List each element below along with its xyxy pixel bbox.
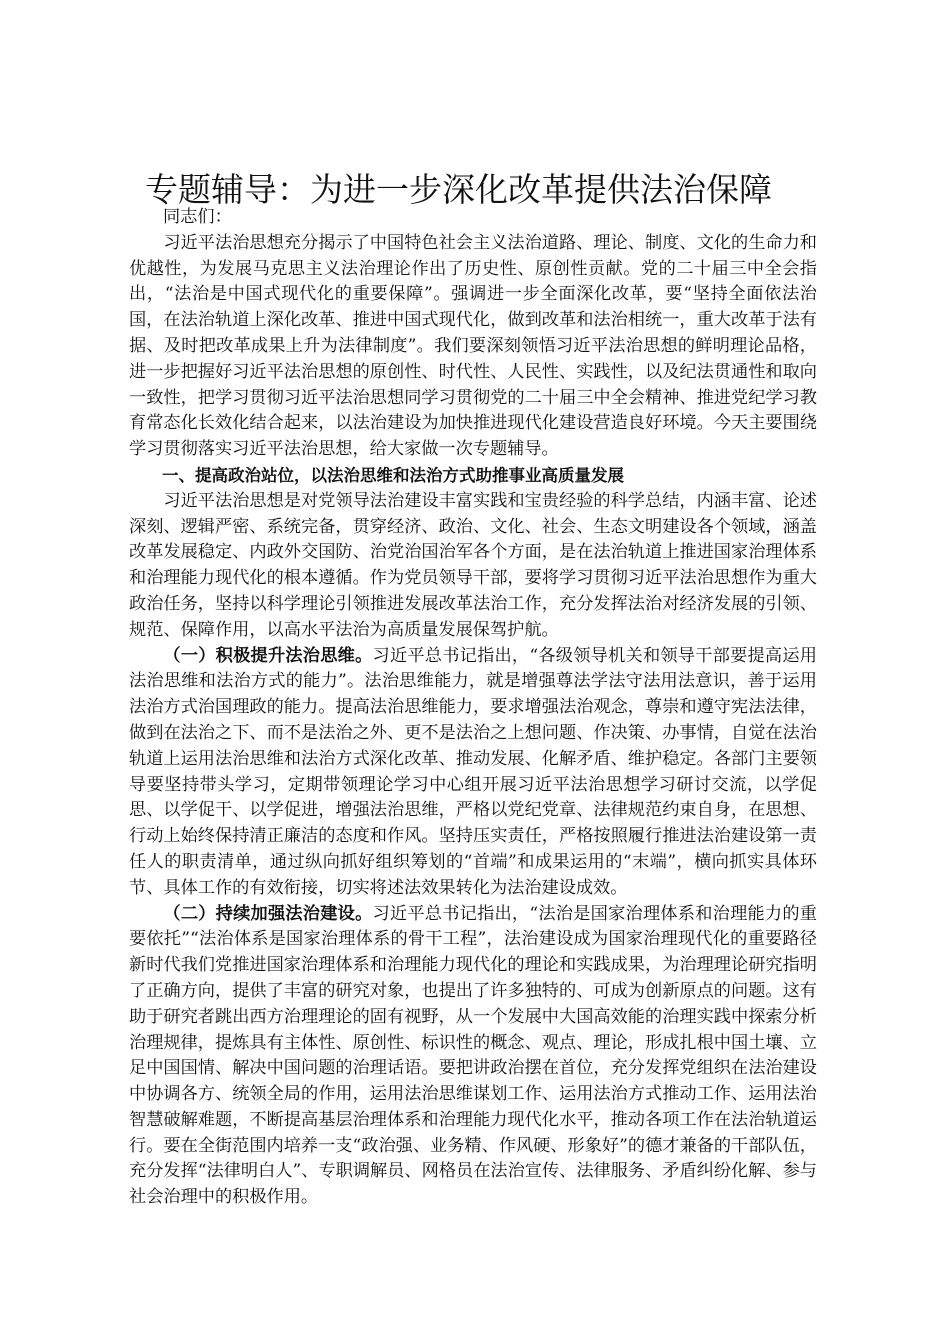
subsection-2-title: （二）持续加强法治建设。 — [163, 903, 373, 924]
subsection-1-paragraph — [129, 644, 817, 902]
intro-paragraph: 习近平法治思想充分揭示了中国特色社会主义法治道路、理论、制度、文化的生命力和优越性，为发展马克思主义法治理论作出了历史性、原创性贡献。党的二十届三中全会指出，“法治是中国式现代化的重要保障”。强调进一步全面深化改革，要“坚持全面依法治国，在法治轨道上深化改革、推进中国式现代化，做到改革和法治相统一，重大改革于法有据、及时把改革成果上升为法律制度”。我们要深刻领悟习近平法治思想的鲜明理论品格，进一步把握好习近平法治思想的原创性、时代性、人民性、实践性，以及纪法贯通性和取向一致性，把学习贯彻习近平法治思想同学习贯彻党的二十届三中全会精神、推进党纪学习教育常态化长效化结合起来，以法治建设为加快推进现代化建设营造良好环境。今天主要围绕学习贯彻落实习近平法治思想，给大家做一次专题辅导。 — [129, 232, 817, 460]
subsection-1-text: 习近平总书记指出，“各级领导机关和领导干部要提高运用法治思维和法治方式的能力”。法治思维能力，就是增强尊法学法守法用法意识，善于运用法治方式治国理政的能力。提高法治思维能力，要求增强法治观念，尊崇和遵守宪法法律，做到在法治之下、而不是法治之外、更不是法治之上想问题、作决策、办事情，自觉在法治轨道上运用法治思维和法治方式深化改革、推动发展、化解矛盾、维护稳定。各部门主要领导要坚持带头学习，定期带领理论学习中心组开展习近平法治思想学习研讨交流，以学促思、以学促干、以学促进，增强法治思维，严格以党纪党章、法律规范约束自身，在思想、行动上始终保持清正廉洁的态度和作风。坚持压实责任，严格按照履行推进法治建设第一责任人的职责清单，通过纵向抓好组织筹划的“首端”和成果运用的“末端”，横向抓实具体环节、具体工作的有效衔接，切实将述法效果转化为法治建设成效。 — [129, 645, 817, 898]
salutation: 同志们： — [163, 207, 232, 227]
subsection-2-text: 习近平总书记指出，“法治是国家治理体系和治理能力的重要依托”“法治体系是国家治理体系的骨干工程”，法治建设成为国家治理现代化的重要路径新时代我们党推进国家治理体系和治理能力现代化的理论和实践成果，为治理理论研究指明了正确方向，提供了丰富的研究对象，也提出了许多独特的、可成为创新原点的问题。这有助于研究者跳出西方治理理论的固有视野，从一个发展中大国高效能的治理实践中探索分析治理规律，提炼具有主体性、原创性、标识性的概念、观点、理论，形成扎根中国土壤、立足中国国情、解决中国问题的治理话语。要把讲政治摆在首位，充分发挥党组织在法治建设中协调各方、统领全局的作用，运用法治思维谋划工作、运用法治方式推动工作、运用法治智慧破解难题，不断提高基层治理体系和治理能力现代化水平，推动各项工作在法治轨道运行。要在全街范围内培养一支“政治强、业务精、作风硬、形象好”的德才兼备的干部队伍，充分发挥“法律明白人”、专职调解员、网格员在法治宣传、法律服务、矛盾纠纷化解、参与社会治理中的积极作用。 — [129, 903, 817, 1208]
document-body — [129, 205, 817, 1211]
section-1-paragraph: 习近平法治思想是对党领导法治建设丰富实践和宝贵经验的科学总结，内涵丰富、论述深刻、逻辑严密、系统完备，贯穿经济、政治、文化、社会、生态文明建设各个领域，涵盖改革发展稳定、内政外交国防、治党治国治军各个方面，是在法治轨道上推进国家治理体系和治理能力现代化的根本遵循。作为党员领导干部，要将学习贯彻习近平法治思想作为重大政治任务，坚持以科学理论引领推进发展改革法治工作，充分发挥法治对经济发展的引领、规范、保障作用，以高水平法治为高质量发展保驾护航。 — [129, 490, 817, 640]
section-heading-1: 一、提高政治站位，以法治思维和法治方式助推事业高质量发展 — [162, 465, 624, 485]
document-title: 专题辅导：为进一步深化改革提供法治保障 — [145, 170, 772, 209]
subsection-1-title: （一）积极提升法治思维。 — [163, 645, 373, 666]
subsection-2-paragraph — [129, 902, 817, 1212]
